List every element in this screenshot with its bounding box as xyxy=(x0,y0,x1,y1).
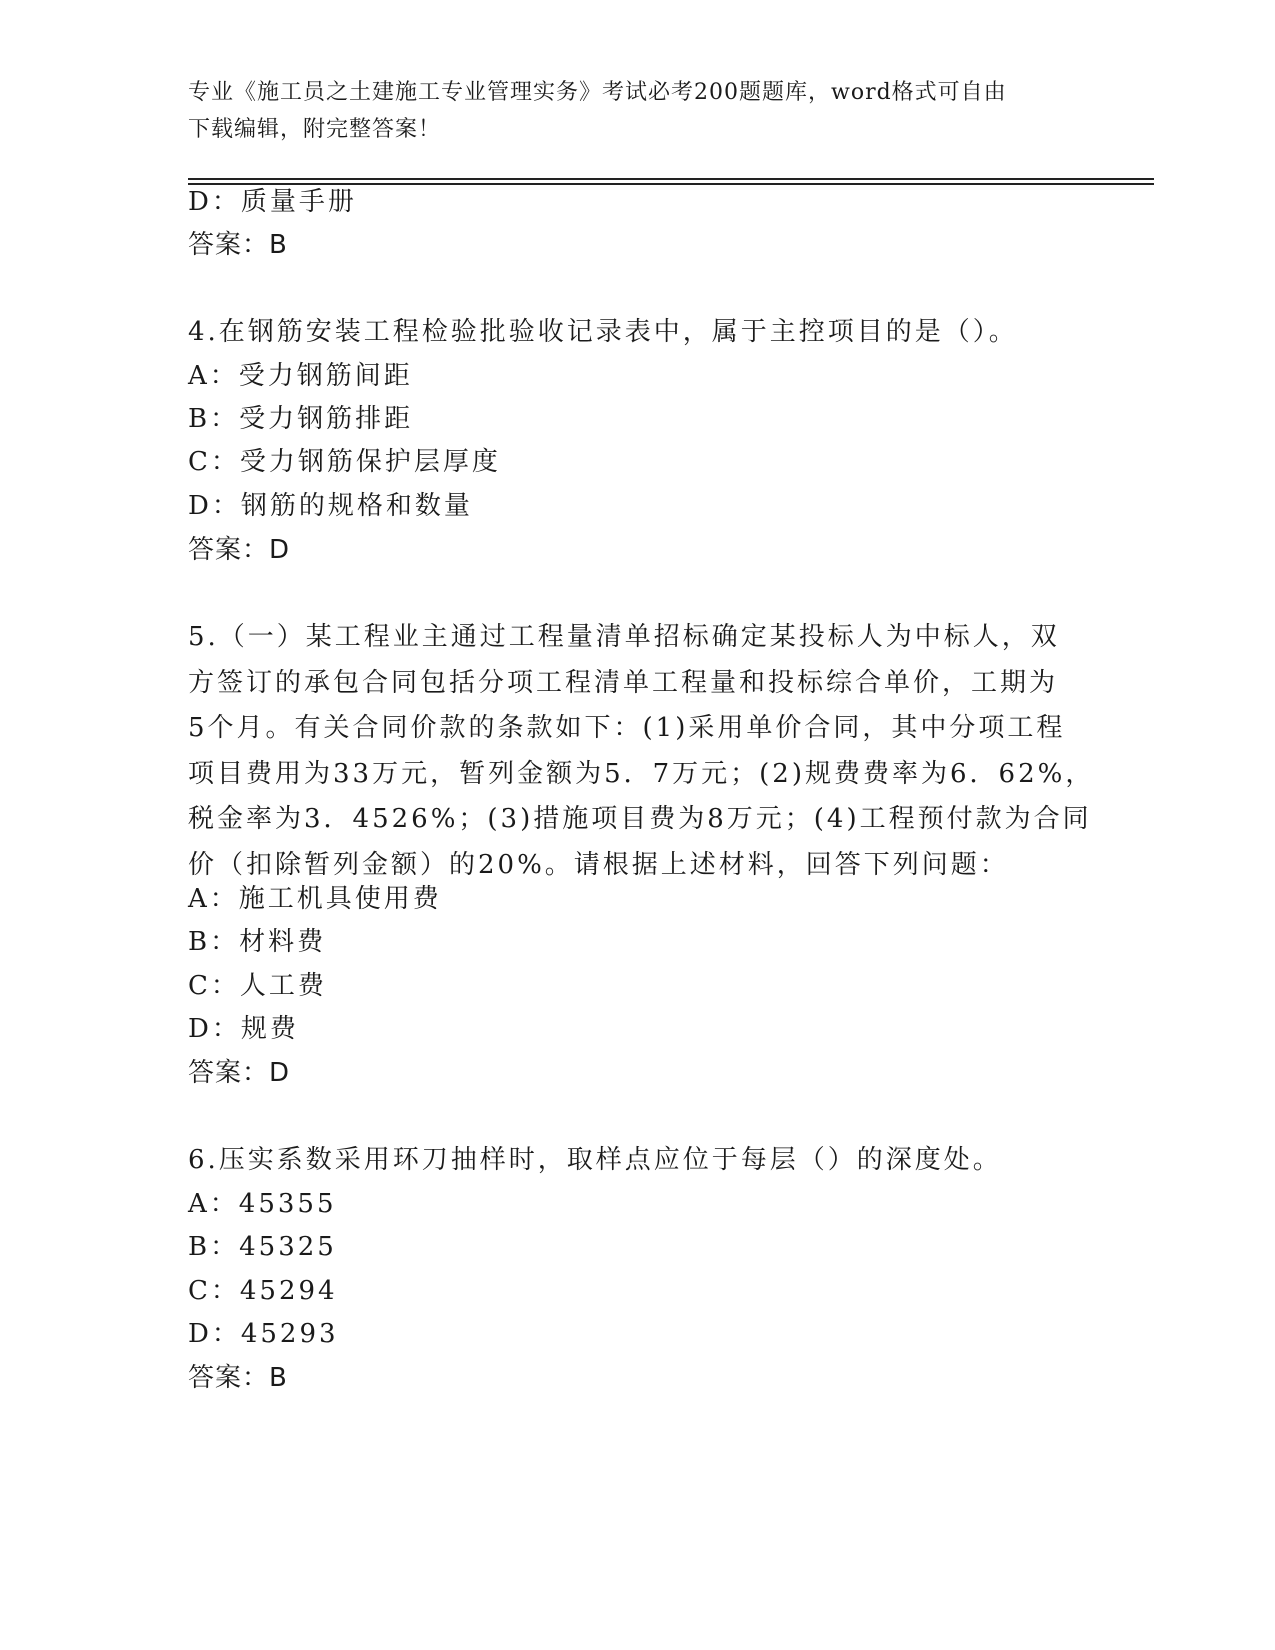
q4-answer: 答案：D xyxy=(188,535,291,565)
q3-option-d: D：质量手册 xyxy=(188,187,357,217)
q5-stem xyxy=(188,615,1095,888)
q5-stem-line: 价（扣除暂列金额）的20%。请根据上述材料，回答下列问题： xyxy=(188,849,1009,880)
q6-answer: 答案：B xyxy=(188,1363,288,1393)
q5-option-c: C：人工费 xyxy=(188,971,327,1001)
q6-stem: 6.压实系数采用环刀抽样时，取样点应位于每层（）的深度处。 xyxy=(188,1145,1002,1175)
q5-stem-line: 项目费用为33万元，暂列金额为5．7万元；(2)规费费率为6．62%， xyxy=(188,758,1095,789)
q5-answer: 答案：D xyxy=(188,1058,291,1088)
q6-option-d: D：45293 xyxy=(188,1319,339,1349)
q5-stem-line: 5.（一）某工程业主通过工程量清单招标确定某投标人为中标人，双 xyxy=(188,622,1060,652)
q5-stem-line: 方签订的承包合同包括分项工程清单工程量和投标综合单价，工期为 xyxy=(188,667,1059,698)
q5-stem-line: 5个月。有关合同价款的条款如下：(1)采用单价合同，其中分项工程 xyxy=(188,713,1066,743)
q5-option-a: A：施工机具使用费 xyxy=(188,884,442,914)
q4-option-c: C：受力钢筋保护层厚度 xyxy=(188,447,501,477)
q5-stem-line: 税金率为3．4526%；(3)措施项目费为8万元；(4)工程预付款为合同 xyxy=(188,804,1092,834)
header-title-line-1: 专业《施工员之土建施工专业管理实务》考试必考200题题库，word格式可自由 xyxy=(188,80,1007,105)
q5-option-d: D：规费 xyxy=(188,1014,299,1044)
q6-option-c: C：45294 xyxy=(188,1276,338,1306)
q5-option-b: B：材料费 xyxy=(188,927,327,957)
q6-option-b: B：45325 xyxy=(188,1232,337,1262)
q6-option-a: A：45355 xyxy=(188,1189,337,1219)
header-title-line-2: 下载编辑，附完整答案！ xyxy=(188,117,442,142)
q4-option-b: B：受力钢筋排距 xyxy=(188,404,414,434)
q4-stem: 4.在钢筋安装工程检验批验收记录表中，属于主控项目的是（）。 xyxy=(188,317,1018,347)
q4-option-d: D：钢筋的规格和数量 xyxy=(188,491,473,521)
q4-option-a: A：受力钢筋间距 xyxy=(188,361,413,391)
document-header xyxy=(188,74,1068,148)
q3-answer: 答案：B xyxy=(188,230,288,260)
